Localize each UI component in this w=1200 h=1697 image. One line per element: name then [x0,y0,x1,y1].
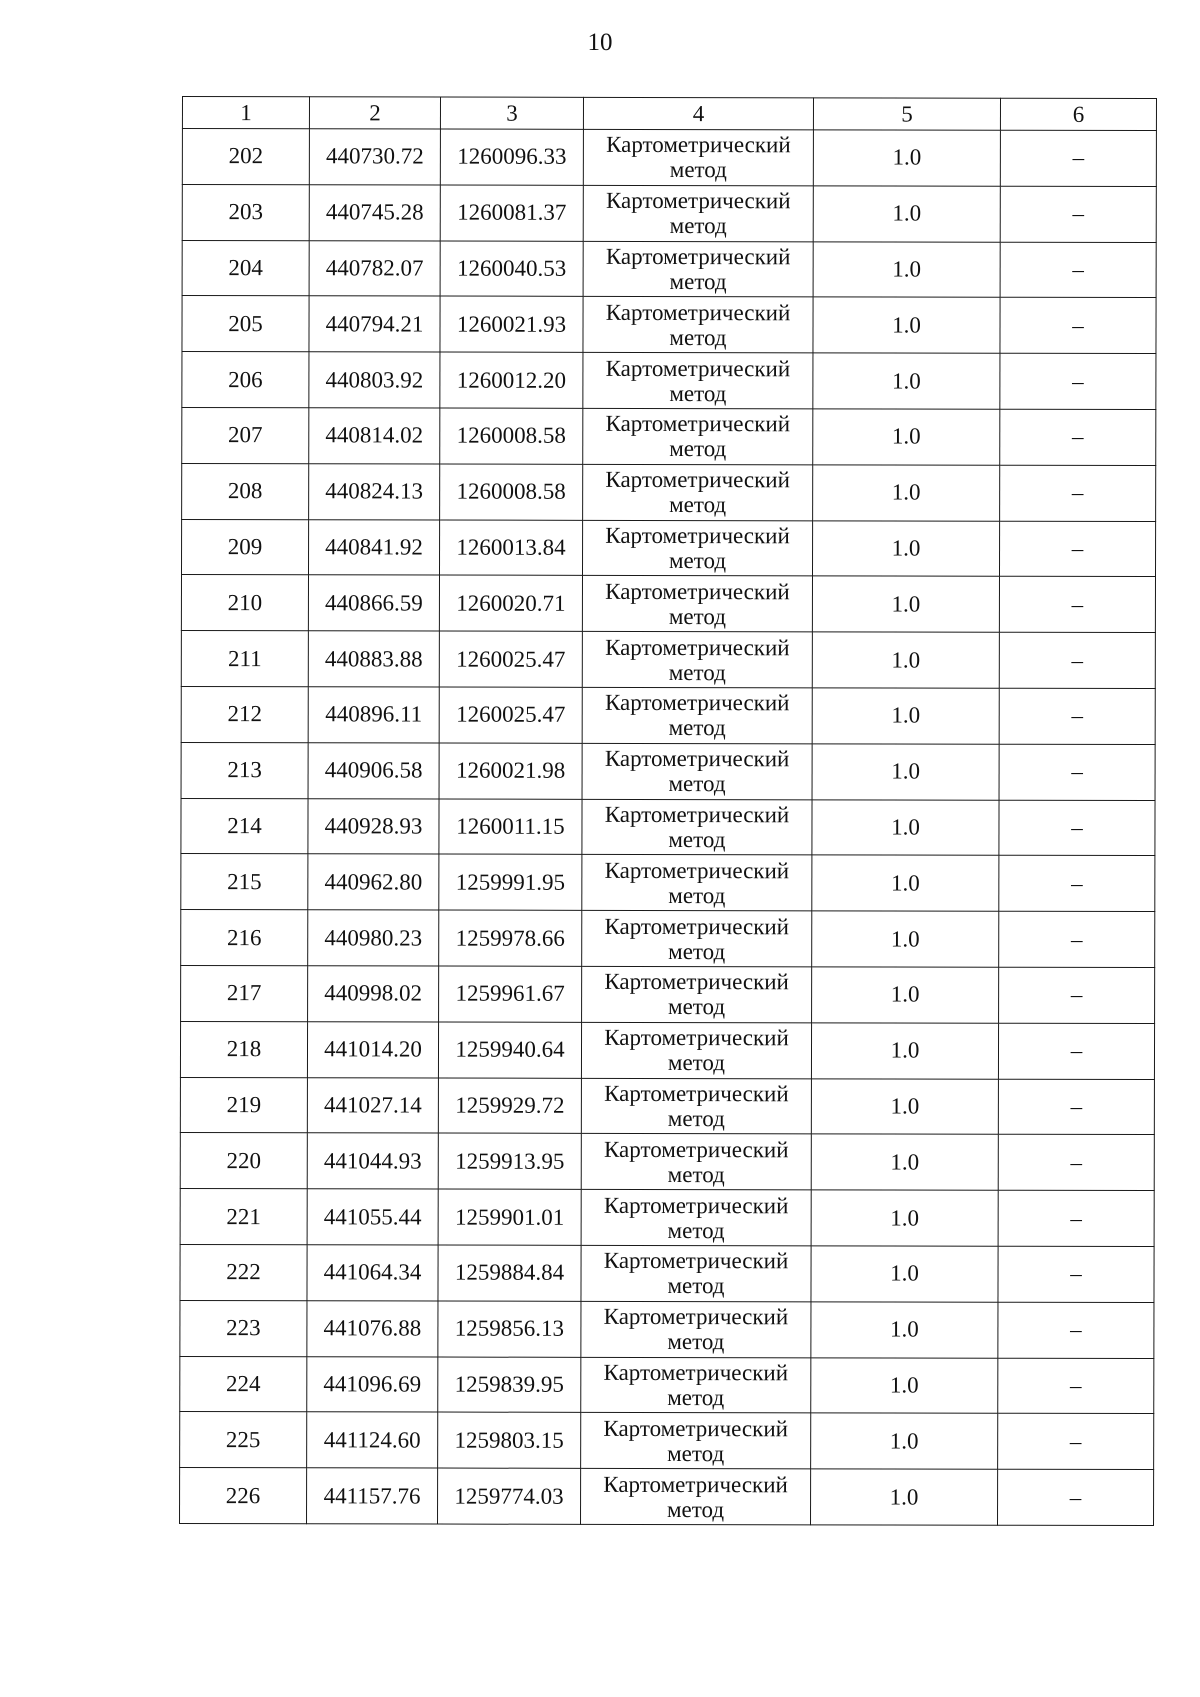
method-cell [583,129,813,185]
point-number-cell: 217 [181,965,308,1021]
y-coordinate-cell: 1260025.47 [439,687,582,743]
point-number-cell: 220 [180,1133,307,1189]
note-cell: – [999,967,1155,1023]
point-number-cell: 211 [181,631,308,687]
point-number-cell: 202 [182,129,309,185]
method-cell [582,632,812,688]
coordinates-table [179,96,1157,1526]
method-cell [581,1468,811,1524]
method-text: Картометрический метод [604,690,790,741]
x-coordinate-cell: 440841.92 [308,519,439,575]
method-cell [581,1301,811,1357]
table-row [180,1133,1154,1191]
method-cell [583,408,813,464]
x-coordinate-cell: 440745.28 [309,185,440,241]
x-coordinate-cell: 440906.58 [308,743,439,799]
x-coordinate-cell: 440980.23 [308,910,439,966]
y-coordinate-cell: 1259961.67 [439,966,582,1022]
accuracy-cell: 1.0 [813,465,1000,521]
y-coordinate-cell: 1259991.95 [439,854,582,910]
method-cell [582,910,812,966]
method-cell [583,464,813,520]
point-number-cell: 216 [181,910,308,966]
note-cell: – [1000,465,1156,521]
method-text: Картометрический метод [604,1080,789,1132]
y-coordinate-cell: 1259929.72 [438,1078,581,1134]
accuracy-cell: 1.0 [811,1469,998,1525]
table-row [182,352,1156,410]
x-coordinate-cell: 440998.02 [308,966,439,1022]
method-cell [582,799,812,855]
y-coordinate-cell: 1260012.20 [440,352,583,408]
table-row [180,1412,1154,1470]
point-number-cell: 221 [180,1189,307,1245]
point-number-cell: 224 [180,1356,307,1412]
y-coordinate-cell: 1260011.15 [439,799,582,855]
method-cell [583,297,813,353]
table-header [182,97,1156,131]
note-cell: – [999,744,1155,800]
x-coordinate-cell: 441096.69 [307,1356,438,1412]
accuracy-cell: 1.0 [811,1190,998,1246]
x-coordinate-cell: 441055.44 [307,1189,438,1245]
method-text: Картометрический метод [605,411,791,462]
method-text: Картометрический метод [604,857,790,908]
accuracy-cell: 1.0 [813,353,1000,409]
method-cell [581,1357,811,1413]
method-cell [581,1245,811,1301]
table-row [182,184,1156,242]
point-number-cell: 214 [181,798,308,854]
accuracy-cell: 1.0 [811,1302,998,1358]
table-row [182,129,1156,187]
method-text: Картометрический метод [606,132,791,183]
note-cell: – [998,1469,1154,1525]
y-coordinate-cell: 1259901.01 [438,1189,581,1245]
accuracy-cell: 1.0 [813,130,1000,186]
table-row [182,407,1156,465]
y-coordinate-cell: 1259940.64 [438,1022,581,1078]
y-coordinate-cell: 1259839.95 [438,1357,581,1413]
method-text: Картометрический метод [603,1248,789,1299]
accuracy-cell: 1.0 [812,911,999,967]
method-text: Картометрический метод [605,634,790,685]
point-number-cell: 210 [181,575,308,631]
note-cell: – [998,1135,1154,1191]
page-number: 10 [587,29,613,56]
y-coordinate-cell: 1260021.98 [439,743,582,799]
note-cell: – [998,1190,1154,1246]
note-cell: – [998,1358,1154,1414]
note-cell: – [998,1414,1154,1470]
point-number-cell: 203 [182,184,309,240]
header-cell-4: 4 [583,97,813,129]
table-row [180,1077,1154,1135]
point-number-cell: 218 [180,1021,307,1077]
method-cell [582,576,812,632]
note-cell: – [998,1023,1154,1079]
point-number-cell: 208 [182,463,309,519]
point-number-cell: 206 [182,352,309,408]
method-cell [581,1022,811,1078]
note-cell: – [998,1302,1154,1358]
method-text: Картометрический метод [605,188,791,239]
y-coordinate-cell: 1259884.84 [438,1245,581,1301]
y-coordinate-cell: 1260008.58 [440,408,583,464]
accuracy-cell: 1.0 [811,1134,998,1190]
table-row [182,240,1156,298]
point-number-cell: 226 [180,1468,307,1524]
x-coordinate-cell: 441124.60 [307,1412,438,1468]
accuracy-cell: 1.0 [812,744,999,800]
note-cell: – [999,521,1155,577]
x-coordinate-cell: 440814.02 [309,408,440,464]
point-number-cell: 223 [180,1300,307,1356]
accuracy-cell: 1.0 [812,799,999,855]
method-text: Картометрический метод [604,746,790,797]
point-number-cell: 215 [181,854,308,910]
table-row [182,463,1156,521]
y-coordinate-cell: 1259803.15 [438,1412,581,1468]
point-number-cell: 212 [181,686,308,742]
table-row [181,798,1155,856]
header-cell-3: 3 [440,97,583,129]
x-coordinate-cell: 440866.59 [308,575,439,631]
point-number-cell: 213 [181,742,308,798]
method-cell [581,1413,811,1469]
accuracy-cell: 1.0 [813,241,1000,297]
accuracy-cell: 1.0 [812,967,999,1023]
accuracy-cell: 1.0 [813,409,1000,465]
x-coordinate-cell: 440962.80 [308,854,439,910]
note-cell: – [1000,409,1156,465]
point-number-cell: 209 [181,519,308,575]
accuracy-cell: 1.0 [812,632,999,688]
method-text: Картометрический метод [603,1304,789,1355]
method-text: Картометрический метод [603,1471,788,1522]
note-cell: – [999,911,1155,967]
x-coordinate-cell: 441014.20 [307,1022,438,1078]
y-coordinate-cell: 1259856.13 [438,1301,581,1357]
point-number-cell: 219 [180,1077,307,1133]
accuracy-cell: 1.0 [811,1246,998,1302]
method-cell [582,743,812,799]
point-number-cell: 225 [180,1412,307,1468]
y-coordinate-cell: 1259774.03 [438,1468,581,1524]
method-text: Картометрический метод [605,243,791,295]
accuracy-cell: 1.0 [811,1023,998,1079]
point-number-cell: 204 [182,240,309,296]
table-row [181,965,1155,1023]
y-coordinate-cell: 1260081.37 [440,185,583,241]
table-row [181,575,1155,633]
method-text: Картометрический метод [604,1025,789,1076]
method-text: Картометрический метод [603,1192,789,1243]
header-cell-6: 6 [1000,98,1156,130]
method-cell [582,687,812,743]
method-cell [583,353,813,409]
method-cell [583,185,813,241]
x-coordinate-cell: 440782.07 [309,240,440,296]
note-cell: – [999,688,1155,744]
method-text: Картометрический метод [604,913,790,964]
table-row [182,296,1156,354]
table-row [181,519,1155,577]
method-text: Картометрический метод [604,969,789,1020]
y-coordinate-cell: 1259978.66 [439,910,582,966]
method-text: Картометрический метод [605,299,791,350]
method-cell [582,855,812,911]
x-coordinate-cell: 440803.92 [309,352,440,408]
method-cell [583,241,813,297]
note-cell: – [999,800,1155,856]
accuracy-cell: 1.0 [811,1357,998,1413]
table-body [180,129,1157,1526]
method-text: Картометрический метод [603,1359,789,1411]
note-cell: – [999,632,1155,688]
point-number-cell: 222 [180,1244,307,1300]
table-row [181,631,1155,689]
method-cell [582,520,812,576]
method-text: Картометрический метод [604,1136,789,1187]
x-coordinate-cell: 441027.14 [307,1077,438,1133]
table-row [181,854,1155,912]
table-row [181,686,1155,744]
accuracy-cell: 1.0 [812,576,999,632]
note-cell: – [1000,298,1156,354]
x-coordinate-cell: 441076.88 [307,1300,438,1356]
x-coordinate-cell: 440824.13 [309,464,440,520]
method-text: Картометрический метод [605,522,790,574]
method-cell [582,966,812,1022]
x-coordinate-cell: 440794.21 [309,296,440,352]
y-coordinate-cell: 1260013.84 [439,520,582,576]
accuracy-cell: 1.0 [813,297,1000,353]
x-coordinate-cell: 441064.34 [307,1245,438,1301]
table-row [180,1189,1154,1247]
y-coordinate-cell: 1260008.58 [440,464,583,520]
note-cell: – [1000,186,1156,242]
x-coordinate-cell: 440928.93 [308,798,439,854]
header-cell-2: 2 [309,97,440,129]
note-cell: – [1000,130,1156,186]
table-row [180,1244,1154,1302]
y-coordinate-cell: 1259913.95 [438,1133,581,1189]
x-coordinate-cell: 440883.88 [308,631,439,687]
header-row [182,97,1156,131]
table-row [181,742,1155,800]
note-cell: – [1000,353,1156,409]
accuracy-cell: 1.0 [813,186,1000,242]
table-row [180,1021,1154,1079]
table-row [180,1468,1154,1526]
method-text: Картометрический метод [605,467,790,518]
accuracy-cell: 1.0 [812,855,999,911]
point-number-cell: 207 [182,407,309,463]
table-row [180,1300,1154,1358]
y-coordinate-cell: 1260021.93 [440,296,583,352]
method-cell [581,1078,811,1134]
note-cell: – [999,577,1155,633]
y-coordinate-cell: 1260040.53 [440,241,583,297]
method-text: Картометрический метод [605,355,791,406]
accuracy-cell: 1.0 [812,520,999,576]
accuracy-cell: 1.0 [811,1413,998,1469]
accuracy-cell: 1.0 [811,1078,998,1134]
y-coordinate-cell: 1260096.33 [440,129,583,185]
x-coordinate-cell: 441044.93 [307,1133,438,1189]
note-cell: – [998,1079,1154,1135]
header-cell-5: 5 [813,98,1000,130]
method-cell [581,1134,811,1190]
x-coordinate-cell: 441157.76 [307,1468,438,1524]
y-coordinate-cell: 1260020.71 [439,575,582,631]
method-text: Картометрический метод [605,578,790,629]
method-text: Картометрический метод [604,801,790,853]
table-row [181,910,1155,968]
accuracy-cell: 1.0 [812,688,999,744]
point-number-cell: 205 [182,296,309,352]
method-cell [581,1189,811,1245]
note-cell: – [998,1246,1154,1302]
header-cell-1: 1 [182,97,309,129]
note-cell: – [999,856,1155,912]
note-cell: – [1000,242,1156,298]
method-text: Картометрический метод [603,1415,788,1466]
table-row [180,1356,1154,1414]
x-coordinate-cell: 440730.72 [309,129,440,185]
x-coordinate-cell: 440896.11 [308,687,439,743]
y-coordinate-cell: 1260025.47 [439,631,582,687]
